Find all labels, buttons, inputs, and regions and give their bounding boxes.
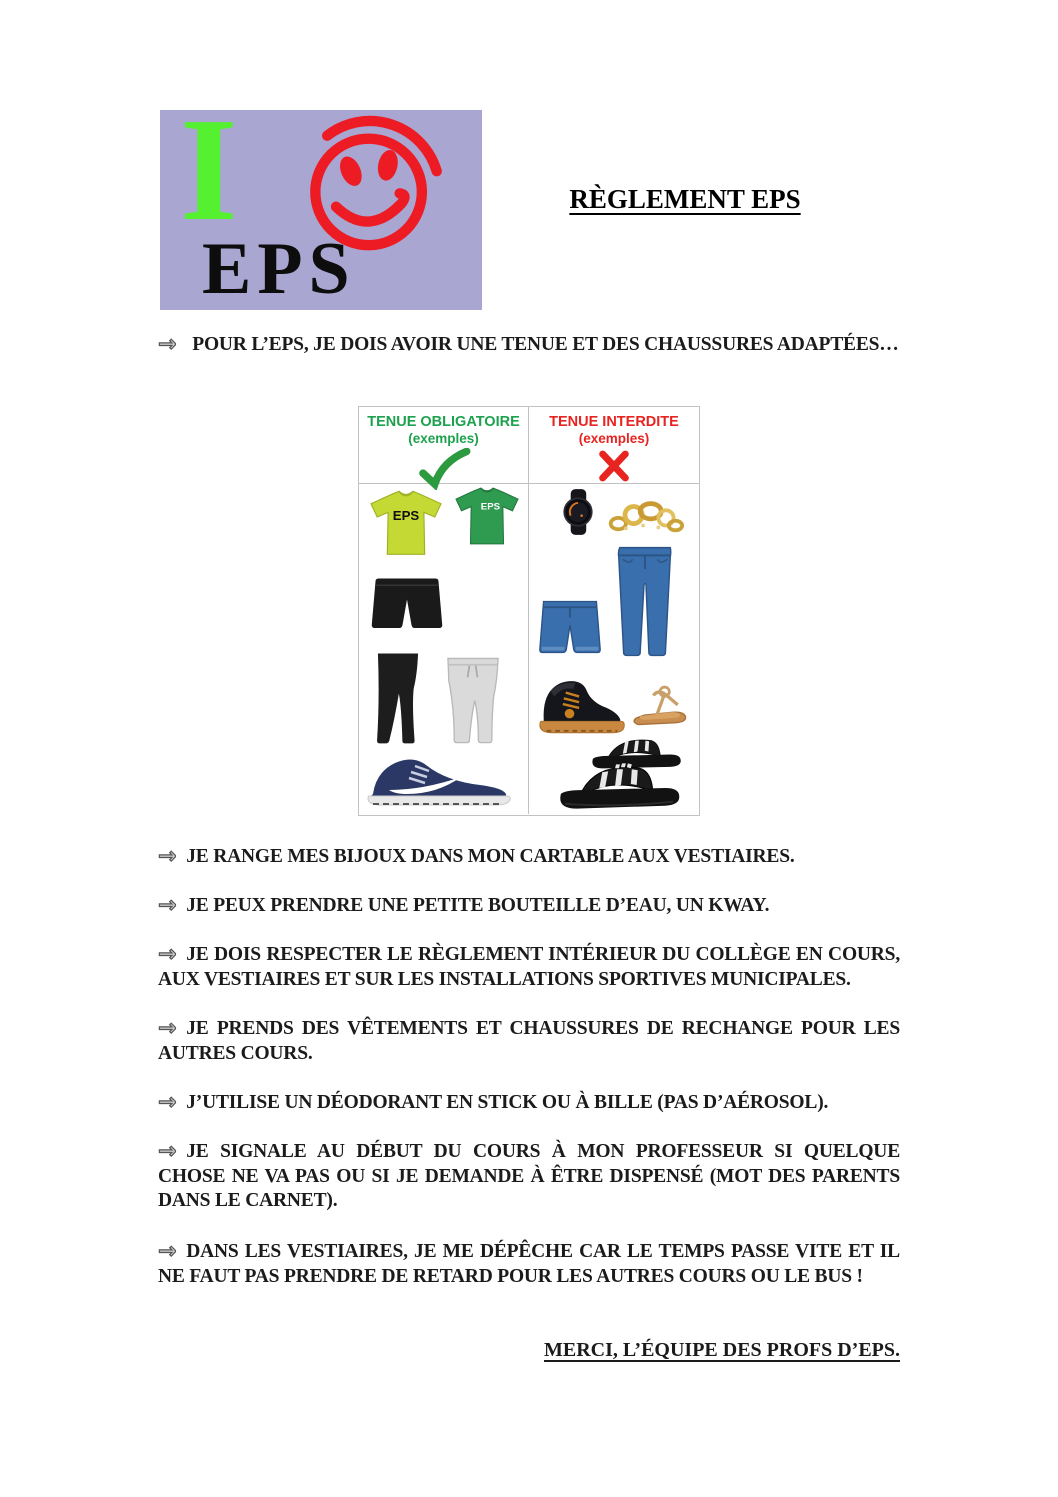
rule-item bbox=[158, 845, 900, 870]
arrow-bullet-icon: → bbox=[158, 1090, 177, 1115]
blue-jeans-icon bbox=[611, 542, 679, 662]
navy-sneaker-icon bbox=[363, 750, 513, 808]
smartwatch-icon bbox=[557, 488, 599, 536]
logo-letter-i: I bbox=[180, 88, 238, 252]
rule-text: JE PEUX PRENDRE UNE PETITE BOUTEILLE D’EAU, UN KWAY. bbox=[186, 895, 770, 916]
rule-item bbox=[158, 1017, 900, 1066]
rule-item bbox=[158, 894, 900, 919]
forbidden-title: TENUE INTERDITE bbox=[549, 414, 679, 430]
red-cross-icon bbox=[595, 449, 633, 483]
allowed-subtitle: (exemples) bbox=[408, 431, 479, 446]
arrow-bullet-icon: → bbox=[158, 893, 177, 918]
arrow-bullet-icon: → bbox=[158, 1016, 177, 1041]
arrow-bullet-icon: → bbox=[158, 844, 177, 869]
black-boot-icon bbox=[537, 674, 625, 738]
closing-line: MERCI, L’ÉQUIPE DES PROFS D’EPS. bbox=[544, 1339, 900, 1361]
yellow-eps-tshirt-icon bbox=[364, 489, 448, 559]
black-leggings-icon bbox=[371, 650, 425, 746]
intro-text: POUR L’EPS, JE DOIS AVOIR UNE TENUE ET DES CHAUSSURES ADAPTÉES… bbox=[192, 334, 899, 355]
rule-text: JE PRENDS DES VÊTEMENTS ET CHAUSSURES DE RECHANGE POUR LES AUTRES COURS. bbox=[158, 1018, 900, 1064]
page-title: RÈGLEMENT EPS bbox=[569, 184, 801, 214]
rule-item bbox=[158, 943, 900, 992]
allowed-title: TENUE OBLIGATOIRE bbox=[367, 414, 520, 430]
allowed-header-cell bbox=[359, 407, 529, 484]
green-eps-tshirt-icon bbox=[451, 486, 523, 548]
dress-code-table bbox=[358, 406, 700, 816]
forbidden-items-cell bbox=[529, 484, 699, 814]
allowed-items-cell bbox=[359, 484, 529, 814]
rule-item bbox=[158, 1091, 900, 1116]
arrow-bullet-icon: → bbox=[158, 332, 177, 357]
black-slide-large-icon bbox=[555, 760, 683, 812]
green-tshirt-label: EPS bbox=[480, 501, 501, 513]
rule-item bbox=[158, 1240, 900, 1289]
i-love-eps-logo bbox=[160, 88, 482, 310]
rule-text: JE DOIS RESPECTER LE RÈGLEMENT INTÉRIEUR DU COLLÈGE EN COURS, AUX VESTIAIRES ET SUR LES INSTALLATIONS SPORTIVES MUNICIPALES. bbox=[158, 944, 900, 990]
denim-shorts-icon bbox=[537, 596, 603, 658]
arrow-bullet-icon: → bbox=[158, 1139, 177, 1164]
black-shorts-icon bbox=[369, 574, 445, 634]
grey-joggers-icon bbox=[441, 654, 505, 748]
tan-sandal-icon bbox=[629, 676, 689, 730]
rule-text: DANS LES VESTIAIRES, JE ME DÉPÊCHE CAR LE TEMPS PASSE VITE ET IL NE FAUT PAS PRENDRE DE RETARD POUR LES AUTRES COURS OU LE BUS ! bbox=[158, 1241, 900, 1287]
rule-text: J’UTILISE UN DÉODORANT EN STICK OU À BILLE (PAS D’AÉROSOL). bbox=[186, 1092, 829, 1113]
gold-jewelry-icon bbox=[605, 496, 685, 536]
rule-text: JE RANGE MES BIJOUX DANS MON CARTABLE AUX VESTIAIRES. bbox=[186, 846, 795, 867]
forbidden-subtitle: (exemples) bbox=[578, 431, 650, 446]
rule-text: JE SIGNALE AU DÉBUT DU COURS À MON PROFESSEUR SI QUELQUE CHOSE NE VA PAS OU SI JE DEMANDE À ÊTRE DISPENSÉ (MOT DES PARENTS DANS LE CARNET). bbox=[158, 1141, 900, 1211]
forbidden-header-cell bbox=[529, 407, 699, 484]
yellow-tshirt-label: EPS bbox=[392, 508, 420, 524]
logo-eps-text: EPS bbox=[202, 228, 356, 310]
arrow-bullet-icon: → bbox=[158, 1239, 177, 1264]
rule-item bbox=[158, 1140, 900, 1214]
intro-paragraph bbox=[158, 333, 900, 358]
arrow-bullet-icon: → bbox=[158, 942, 177, 967]
